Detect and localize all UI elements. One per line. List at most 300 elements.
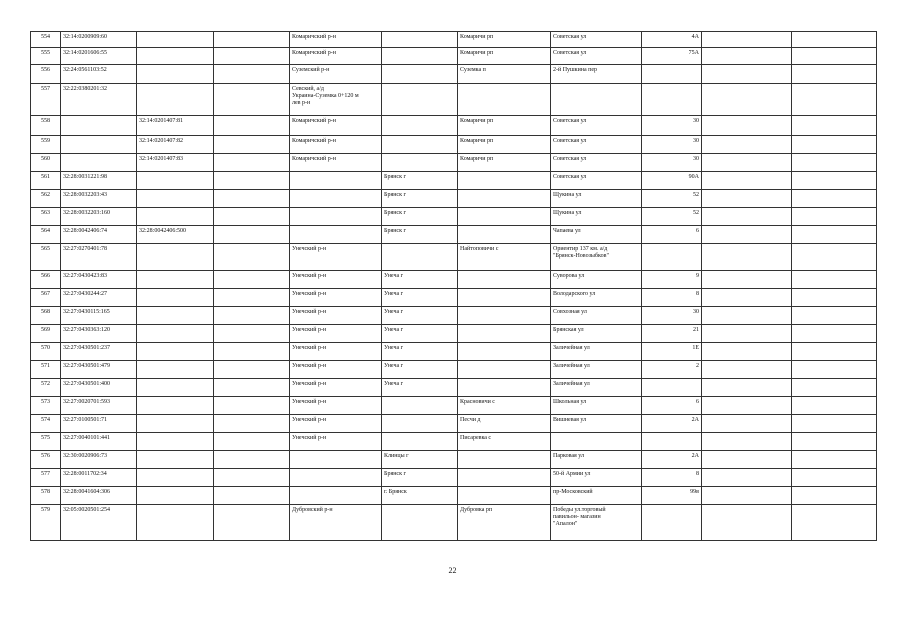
settlement-cell xyxy=(458,208,551,226)
row-number-cell: 574 xyxy=(31,415,61,433)
house-number-cell: 30 xyxy=(642,307,702,325)
city-cell xyxy=(382,84,458,116)
empty-cell xyxy=(702,361,792,379)
table-row xyxy=(31,415,877,433)
row-number-cell: 559 xyxy=(31,136,61,154)
city-cell: Унеча г xyxy=(382,271,458,289)
building-cadastral-number-cell xyxy=(137,172,214,190)
table-row xyxy=(31,469,877,487)
cadastral-number-cell: 32:30:0020906:73 xyxy=(61,451,137,469)
empty-cell xyxy=(702,172,792,190)
extra-cadastral-number-cell xyxy=(214,65,290,84)
extra-cadastral-number-cell xyxy=(214,48,290,65)
city-cell: Брянск г xyxy=(382,208,458,226)
settlement-cell xyxy=(458,84,551,116)
empty-cell xyxy=(702,84,792,116)
table-row xyxy=(31,289,877,307)
cadastral-number-cell: 32:27:0270401:78 xyxy=(61,244,137,271)
house-number-cell: 52 xyxy=(642,190,702,208)
district-cell: Унечский р-н xyxy=(290,289,382,307)
city-cell xyxy=(382,397,458,415)
building-cadastral-number-cell: 32:28:0042406:500 xyxy=(137,226,214,244)
house-number-cell: 30 xyxy=(642,154,702,172)
cadastral-number-cell: 32:27:0430501:479 xyxy=(61,361,137,379)
building-cadastral-number-cell xyxy=(137,208,214,226)
cadastral-number-cell: 32:27:0020701:593 xyxy=(61,397,137,415)
street-cell: Щукина ул xyxy=(551,208,642,226)
settlement-cell xyxy=(458,190,551,208)
cadastral-number-cell: 32:28:0032203:160 xyxy=(61,208,137,226)
table-row xyxy=(31,116,877,136)
district-cell xyxy=(290,208,382,226)
row-number-cell: 560 xyxy=(31,154,61,172)
cadastral-number-cell: 32:28:0032203:43 xyxy=(61,190,137,208)
cadastral-number-cell: 32:14:0201606:55 xyxy=(61,48,137,65)
empty-cell xyxy=(702,289,792,307)
extra-cadastral-number-cell xyxy=(214,343,290,361)
building-cadastral-number-cell: 32:14:0201407:82 xyxy=(137,136,214,154)
settlement-cell xyxy=(458,289,551,307)
building-cadastral-number-cell xyxy=(137,451,214,469)
row-number-cell: 561 xyxy=(31,172,61,190)
row-number-cell: 562 xyxy=(31,190,61,208)
row-number-cell: 554 xyxy=(31,32,61,48)
district-cell xyxy=(290,190,382,208)
row-number-cell: 564 xyxy=(31,226,61,244)
house-number-cell: 30 xyxy=(642,116,702,136)
empty-cell xyxy=(702,244,792,271)
house-number-cell: 1Е xyxy=(642,343,702,361)
building-cadastral-number-cell xyxy=(137,84,214,116)
empty-cell xyxy=(702,116,792,136)
extra-cadastral-number-cell xyxy=(214,154,290,172)
settlement-cell xyxy=(458,361,551,379)
row-number-cell: 577 xyxy=(31,469,61,487)
district-cell: Унечский р-н xyxy=(290,415,382,433)
empty-cell xyxy=(702,379,792,397)
settlement-cell xyxy=(458,451,551,469)
building-cadastral-number-cell xyxy=(137,433,214,451)
empty-cell xyxy=(792,505,877,541)
page-number: 22 xyxy=(448,566,457,575)
settlement-cell xyxy=(458,343,551,361)
table-row xyxy=(31,487,877,505)
building-cadastral-number-cell xyxy=(137,397,214,415)
extra-cadastral-number-cell xyxy=(214,190,290,208)
district-cell: Комаричский р-н xyxy=(290,32,382,48)
house-number-cell: 52 xyxy=(642,208,702,226)
district-cell xyxy=(290,469,382,487)
cadastral-number-cell xyxy=(61,116,137,136)
settlement-cell: Дубровка рп xyxy=(458,505,551,541)
district-cell: Унечский р-н xyxy=(290,271,382,289)
row-number-cell: 576 xyxy=(31,451,61,469)
empty-cell xyxy=(702,433,792,451)
settlement-cell: Комаричи рп xyxy=(458,48,551,65)
table-row xyxy=(31,433,877,451)
building-cadastral-number-cell xyxy=(137,325,214,343)
extra-cadastral-number-cell xyxy=(214,289,290,307)
building-cadastral-number-cell xyxy=(137,48,214,65)
city-cell: Унеча г xyxy=(382,325,458,343)
row-number-cell: 573 xyxy=(31,397,61,415)
house-number-cell: 2А xyxy=(642,451,702,469)
row-number-cell: 575 xyxy=(31,433,61,451)
settlement-cell: Писаревка с xyxy=(458,433,551,451)
house-number-cell xyxy=(642,433,702,451)
city-cell xyxy=(382,244,458,271)
empty-cell xyxy=(792,487,877,505)
settlement-cell xyxy=(458,325,551,343)
settlement-cell: Найтоповичи с xyxy=(458,244,551,271)
district-cell: Унечский р-н xyxy=(290,244,382,271)
table-row xyxy=(31,65,877,84)
settlement-cell xyxy=(458,379,551,397)
street-cell: Победы ул.торговый павильон- магазин "Апалон" xyxy=(551,505,642,541)
empty-cell xyxy=(792,226,877,244)
table-row xyxy=(31,84,877,116)
cadastral-number-cell: 32:24:0561103:52 xyxy=(61,65,137,84)
empty-cell xyxy=(792,154,877,172)
street-cell: пр-Московский xyxy=(551,487,642,505)
extra-cadastral-number-cell xyxy=(214,487,290,505)
extra-cadastral-number-cell xyxy=(214,226,290,244)
city-cell xyxy=(382,154,458,172)
district-cell: Комаричский р-н xyxy=(290,154,382,172)
building-cadastral-number-cell xyxy=(137,505,214,541)
table-row xyxy=(31,190,877,208)
cadastral-number-cell: 32:14:0200909:60 xyxy=(61,32,137,48)
table-row xyxy=(31,32,877,48)
empty-cell xyxy=(792,415,877,433)
empty-cell xyxy=(792,208,877,226)
cadastral-number-cell: 32:27:0040101:441 xyxy=(61,433,137,451)
row-number-cell: 558 xyxy=(31,116,61,136)
settlement-cell: Комаричи рп xyxy=(458,154,551,172)
empty-cell xyxy=(792,32,877,48)
table-row xyxy=(31,226,877,244)
cadastral-number-cell: 32:27:0430115:165 xyxy=(61,307,137,325)
table-row xyxy=(31,451,877,469)
district-cell xyxy=(290,172,382,190)
table-row xyxy=(31,271,877,289)
extra-cadastral-number-cell xyxy=(214,325,290,343)
building-cadastral-number-cell xyxy=(137,487,214,505)
empty-cell xyxy=(792,469,877,487)
settlement-cell xyxy=(458,172,551,190)
empty-cell xyxy=(702,154,792,172)
table-row xyxy=(31,154,877,172)
table-row xyxy=(31,361,877,379)
cadastral-number-cell: 32:22:0380201:32 xyxy=(61,84,137,116)
city-cell: Брянск г xyxy=(382,226,458,244)
house-number-cell: 2 xyxy=(642,361,702,379)
empty-cell xyxy=(702,271,792,289)
empty-cell xyxy=(792,136,877,154)
city-cell xyxy=(382,136,458,154)
building-cadastral-number-cell: 32:14:0201407:81 xyxy=(137,116,214,136)
empty-cell xyxy=(792,48,877,65)
table-row xyxy=(31,48,877,65)
empty-cell xyxy=(792,116,877,136)
street-cell: Чапаева ул xyxy=(551,226,642,244)
empty-cell xyxy=(702,397,792,415)
city-cell xyxy=(382,48,458,65)
row-number-cell: 568 xyxy=(31,307,61,325)
extra-cadastral-number-cell xyxy=(214,208,290,226)
extra-cadastral-number-cell xyxy=(214,307,290,325)
row-number-cell: 555 xyxy=(31,48,61,65)
cadastral-number-cell: 32:27:0430363:120 xyxy=(61,325,137,343)
city-cell: г. Брянск xyxy=(382,487,458,505)
district-cell: Комаричский р-н xyxy=(290,48,382,65)
table-body xyxy=(31,32,877,541)
house-number-cell: 6 xyxy=(642,226,702,244)
empty-cell xyxy=(792,190,877,208)
empty-cell xyxy=(792,172,877,190)
cadastral-number-cell xyxy=(61,136,137,154)
extra-cadastral-number-cell xyxy=(214,361,290,379)
empty-cell xyxy=(702,451,792,469)
extra-cadastral-number-cell xyxy=(214,469,290,487)
row-number-cell: 567 xyxy=(31,289,61,307)
building-cadastral-number-cell xyxy=(137,65,214,84)
empty-cell xyxy=(792,307,877,325)
empty-cell xyxy=(702,505,792,541)
city-cell xyxy=(382,116,458,136)
building-cadastral-number-cell xyxy=(137,343,214,361)
settlement-cell xyxy=(458,487,551,505)
cadastral-number-cell: 32:28:0042406:74 xyxy=(61,226,137,244)
house-number-cell xyxy=(642,379,702,397)
empty-cell xyxy=(792,433,877,451)
street-cell: Советская ул xyxy=(551,154,642,172)
street-cell: Заличейная ул xyxy=(551,379,642,397)
city-cell xyxy=(382,32,458,48)
extra-cadastral-number-cell xyxy=(214,397,290,415)
city-cell xyxy=(382,415,458,433)
street-cell: 50-й Армии ул xyxy=(551,469,642,487)
extra-cadastral-number-cell xyxy=(214,271,290,289)
table-row xyxy=(31,136,877,154)
house-number-cell: 9 xyxy=(642,271,702,289)
cadastral-number-cell: 32:05:0020501:254 xyxy=(61,505,137,541)
building-cadastral-number-cell xyxy=(137,244,214,271)
empty-cell xyxy=(702,343,792,361)
extra-cadastral-number-cell xyxy=(214,505,290,541)
settlement-cell xyxy=(458,271,551,289)
street-cell xyxy=(551,84,642,116)
building-cadastral-number-cell xyxy=(137,361,214,379)
extra-cadastral-number-cell xyxy=(214,244,290,271)
empty-cell xyxy=(702,136,792,154)
cadastral-number-cell: 32:27:0430244:27 xyxy=(61,289,137,307)
city-cell: Унеча г xyxy=(382,343,458,361)
extra-cadastral-number-cell xyxy=(214,84,290,116)
street-cell: Совхозная ул xyxy=(551,307,642,325)
district-cell xyxy=(290,226,382,244)
table-row xyxy=(31,172,877,190)
house-number-cell: 8 xyxy=(642,469,702,487)
empty-cell xyxy=(702,208,792,226)
city-cell xyxy=(382,65,458,84)
row-number-cell: 579 xyxy=(31,505,61,541)
district-cell: Дубровский р-н xyxy=(290,505,382,541)
district-cell xyxy=(290,487,382,505)
city-cell: Клинцы г xyxy=(382,451,458,469)
district-cell: Унечский р-н xyxy=(290,379,382,397)
district-cell: Унечский р-н xyxy=(290,361,382,379)
row-number-cell: 572 xyxy=(31,379,61,397)
empty-cell xyxy=(792,84,877,116)
empty-cell xyxy=(702,487,792,505)
city-cell: Унеча г xyxy=(382,289,458,307)
street-cell: Вишневая ул xyxy=(551,415,642,433)
row-number-cell: 570 xyxy=(31,343,61,361)
table-row xyxy=(31,343,877,361)
city-cell xyxy=(382,433,458,451)
building-cadastral-number-cell xyxy=(137,415,214,433)
empty-cell xyxy=(702,65,792,84)
settlement-cell: Красновичи с xyxy=(458,397,551,415)
house-number-cell: 8 xyxy=(642,289,702,307)
district-cell: Комаричский р-н xyxy=(290,116,382,136)
table-row xyxy=(31,505,877,541)
building-cadastral-number-cell xyxy=(137,289,214,307)
cadastral-number-cell: 32:27:0430501:237 xyxy=(61,343,137,361)
city-cell xyxy=(382,505,458,541)
district-cell: Унечский р-н xyxy=(290,397,382,415)
row-number-cell: 566 xyxy=(31,271,61,289)
empty-cell xyxy=(792,451,877,469)
house-number-cell: 30 xyxy=(642,136,702,154)
city-cell: Брянск г xyxy=(382,172,458,190)
street-cell: Брянская ул xyxy=(551,325,642,343)
extra-cadastral-number-cell xyxy=(214,136,290,154)
house-number-cell xyxy=(642,65,702,84)
settlement-cell: Комаричи рп xyxy=(458,32,551,48)
house-number-cell: 21 xyxy=(642,325,702,343)
extra-cadastral-number-cell xyxy=(214,415,290,433)
extra-cadastral-number-cell xyxy=(214,32,290,48)
district-cell: Севский, а/д Украина-Суземка 0+120 м лев р-н xyxy=(290,84,382,116)
house-number-cell: 99в xyxy=(642,487,702,505)
street-cell: Заличейная ул xyxy=(551,361,642,379)
street-cell: Парковая ул xyxy=(551,451,642,469)
empty-cell xyxy=(702,190,792,208)
street-cell: Советская ул xyxy=(551,32,642,48)
row-number-cell: 557 xyxy=(31,84,61,116)
district-cell: Суземский р-н xyxy=(290,65,382,84)
district-cell xyxy=(290,451,382,469)
extra-cadastral-number-cell xyxy=(214,172,290,190)
empty-cell xyxy=(702,32,792,48)
empty-cell xyxy=(702,226,792,244)
empty-cell xyxy=(792,65,877,84)
cadastral-number-cell: 32:28:0011702:34 xyxy=(61,469,137,487)
settlement-cell: Песчи д xyxy=(458,415,551,433)
city-cell: Унеча г xyxy=(382,379,458,397)
cadastral-number-cell: 32:27:0430501:400 xyxy=(61,379,137,397)
house-number-cell xyxy=(642,505,702,541)
settlement-cell xyxy=(458,469,551,487)
district-cell: Комаричский р-н xyxy=(290,136,382,154)
empty-cell xyxy=(792,289,877,307)
empty-cell xyxy=(702,307,792,325)
row-number-cell: 571 xyxy=(31,361,61,379)
extra-cadastral-number-cell xyxy=(214,379,290,397)
row-number-cell: 563 xyxy=(31,208,61,226)
settlement-cell: Комаричи рп xyxy=(458,116,551,136)
building-cadastral-number-cell xyxy=(137,469,214,487)
cadastral-number-cell: 32:28:0031221:98 xyxy=(61,172,137,190)
empty-cell xyxy=(792,325,877,343)
house-number-cell xyxy=(642,244,702,271)
street-cell: Щукина ул xyxy=(551,190,642,208)
district-cell: Унечский р-н xyxy=(290,307,382,325)
street-cell: Советская ул xyxy=(551,136,642,154)
settlement-cell xyxy=(458,307,551,325)
empty-cell xyxy=(792,379,877,397)
street-cell xyxy=(551,433,642,451)
building-cadastral-number-cell xyxy=(137,190,214,208)
cadastral-number-cell xyxy=(61,154,137,172)
row-number-cell: 569 xyxy=(31,325,61,343)
street-cell: 2-й Пушкина пер xyxy=(551,65,642,84)
empty-cell xyxy=(702,469,792,487)
empty-cell xyxy=(702,325,792,343)
table-row xyxy=(31,208,877,226)
table-row xyxy=(31,379,877,397)
district-cell: Унечский р-н xyxy=(290,343,382,361)
empty-cell xyxy=(792,361,877,379)
street-cell: Советская ул xyxy=(551,48,642,65)
table-row xyxy=(31,325,877,343)
extra-cadastral-number-cell xyxy=(214,116,290,136)
extra-cadastral-number-cell xyxy=(214,433,290,451)
building-cadastral-number-cell xyxy=(137,32,214,48)
building-cadastral-number-cell xyxy=(137,271,214,289)
city-cell: Брянск г xyxy=(382,469,458,487)
house-number-cell: 4А xyxy=(642,32,702,48)
table-row xyxy=(31,307,877,325)
empty-cell xyxy=(792,271,877,289)
empty-cell xyxy=(702,415,792,433)
empty-cell xyxy=(792,244,877,271)
row-number-cell: 565 xyxy=(31,244,61,271)
house-number-cell: 90А xyxy=(642,172,702,190)
building-cadastral-number-cell: 32:14:0201407:83 xyxy=(137,154,214,172)
settlement-cell xyxy=(458,226,551,244)
empty-cell xyxy=(792,397,877,415)
settlement-cell: Комаричи рп xyxy=(458,136,551,154)
extra-cadastral-number-cell xyxy=(214,451,290,469)
house-number-cell xyxy=(642,84,702,116)
street-cell: Ориентир 137 км. а/д "Брянск-Новозыбков" xyxy=(551,244,642,271)
building-cadastral-number-cell xyxy=(137,379,214,397)
district-cell: Унечский р-н xyxy=(290,433,382,451)
empty-cell xyxy=(792,343,877,361)
settlement-cell: Суземка п xyxy=(458,65,551,84)
street-cell: Советская ул xyxy=(551,172,642,190)
street-cell: Школьная ул xyxy=(551,397,642,415)
street-cell: Суворова ул xyxy=(551,271,642,289)
house-number-cell: 6 xyxy=(642,397,702,415)
table-row xyxy=(31,244,877,271)
table-row xyxy=(31,397,877,415)
cadastral-number-cell: 32:27:0430423:83 xyxy=(61,271,137,289)
city-cell: Унеча г xyxy=(382,307,458,325)
